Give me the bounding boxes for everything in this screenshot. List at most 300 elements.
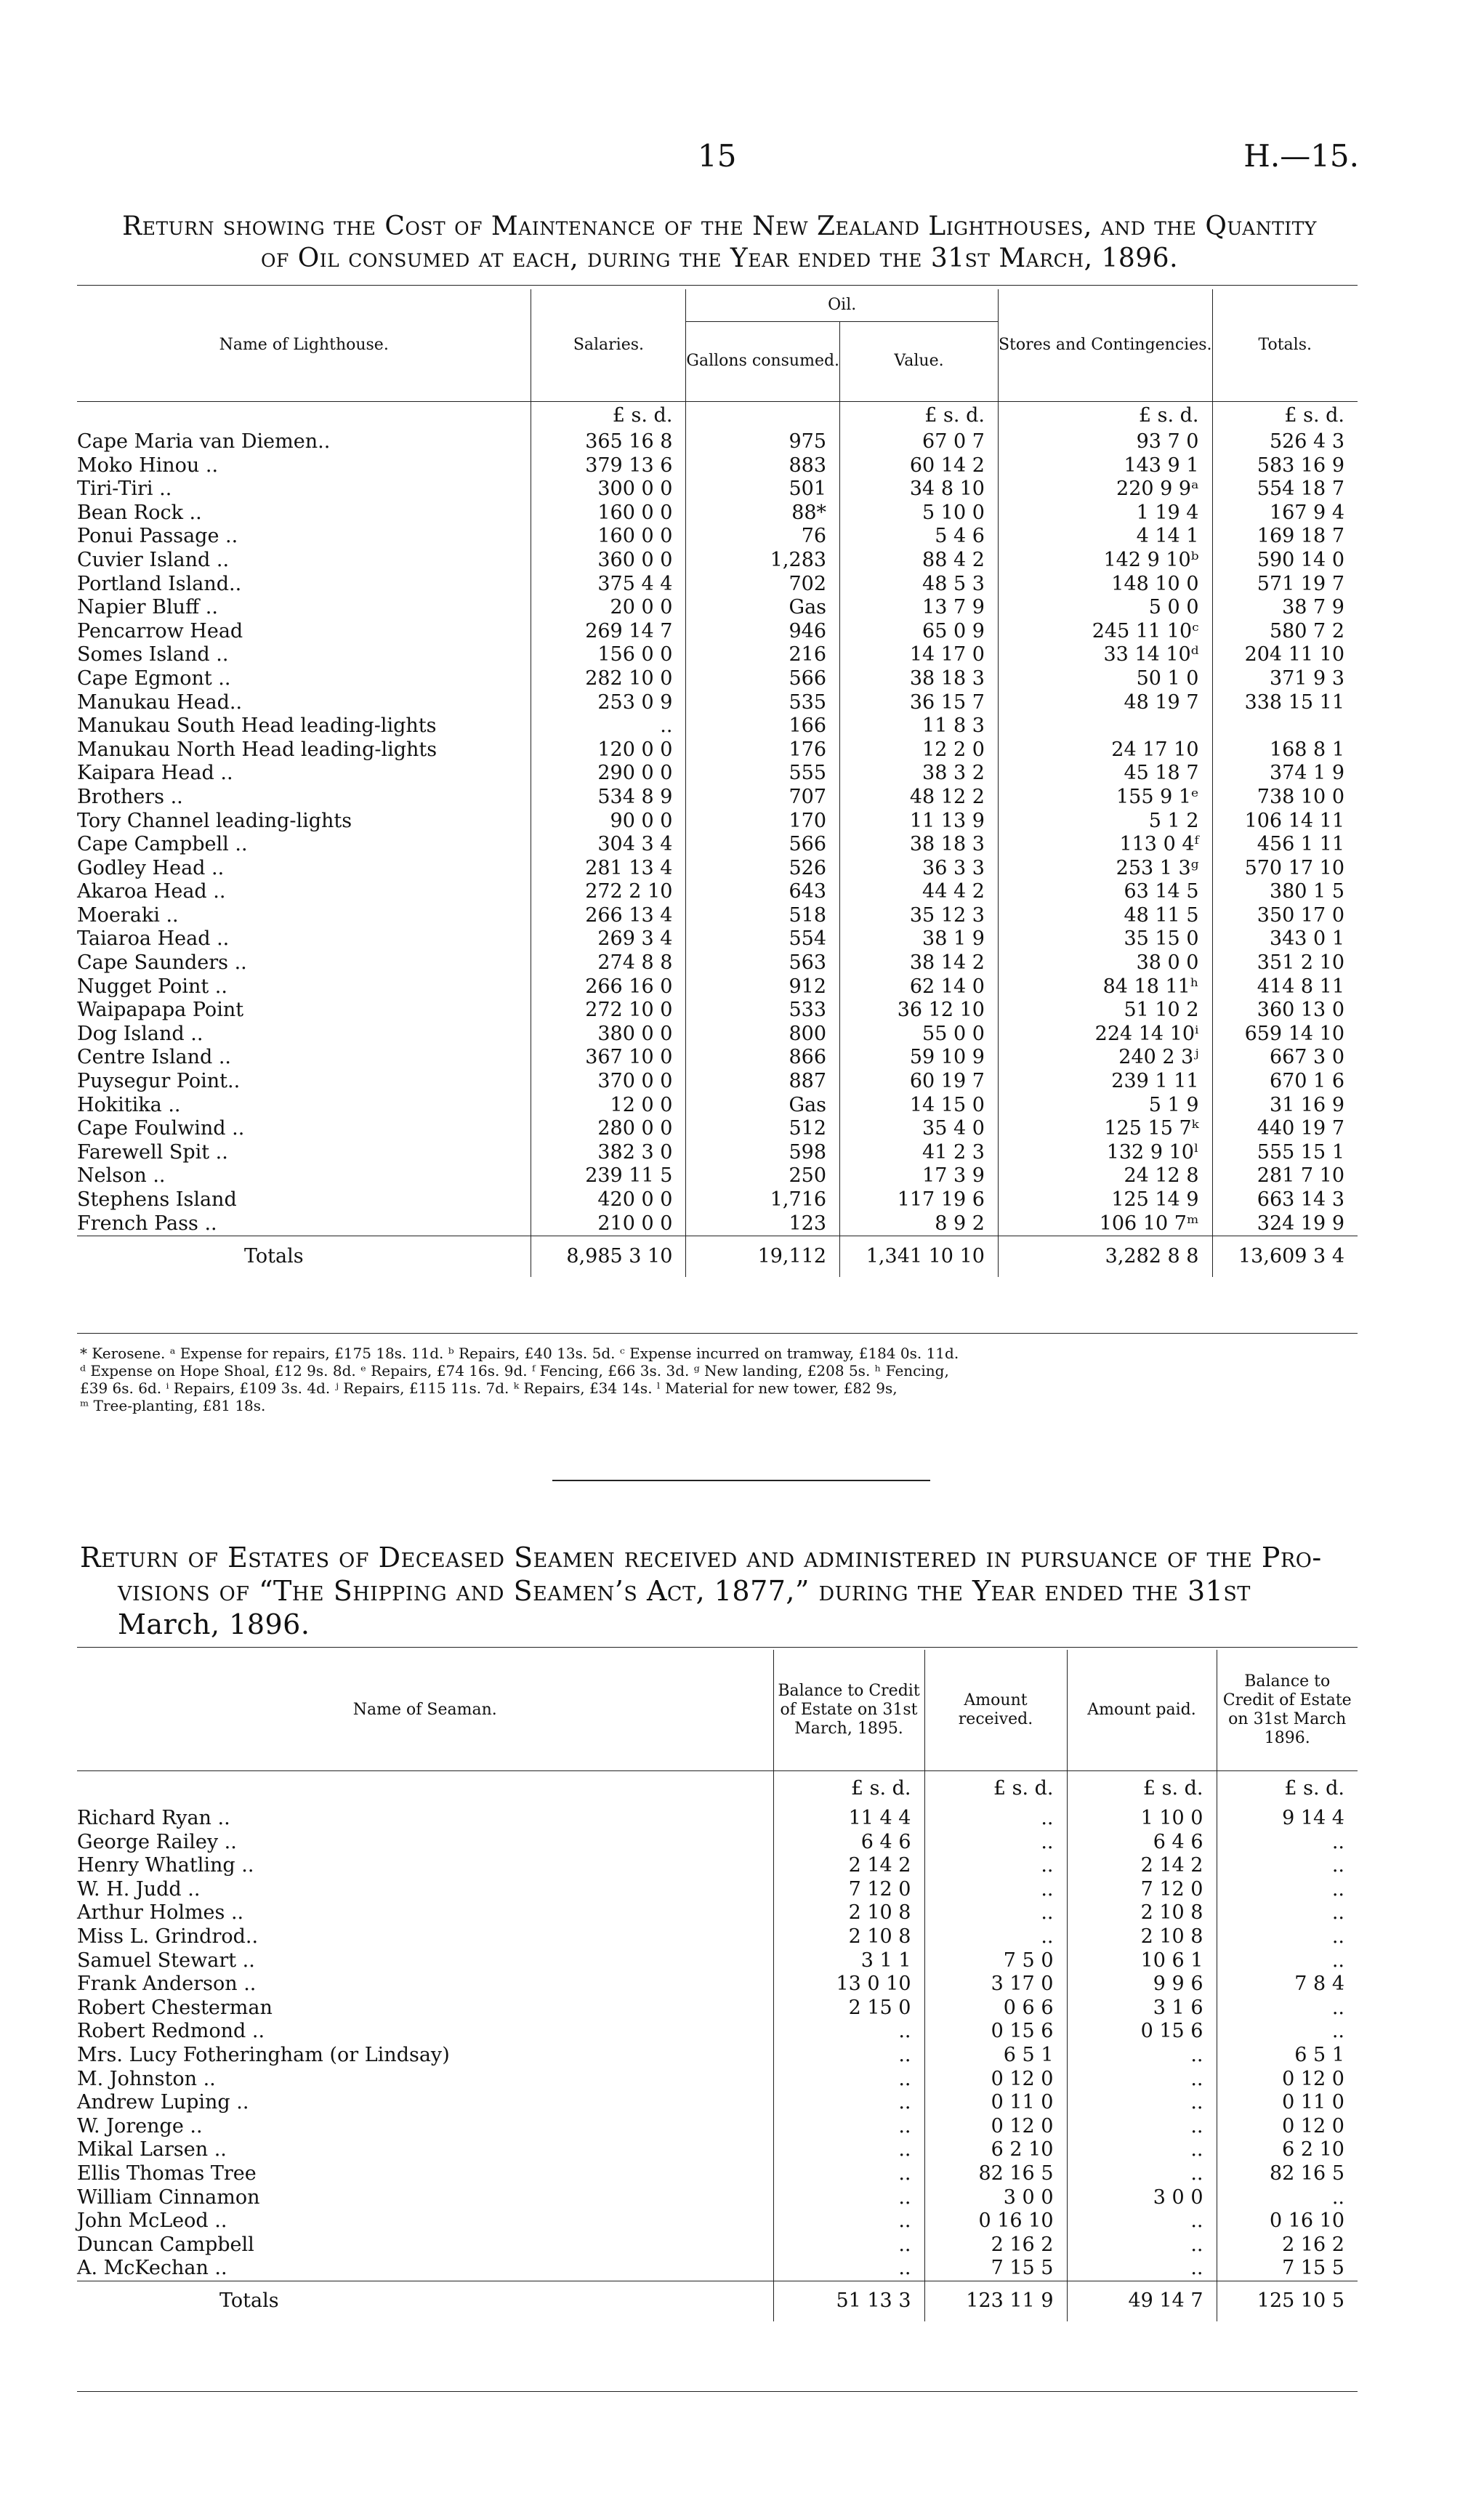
lighthouse-row-cell: 946 [686, 620, 840, 644]
lighthouse-row-cell: 570 17 10 [1212, 857, 1358, 881]
seaman-row-cell: 2 14 2 [773, 1854, 924, 1878]
lighthouse-row-cell: 4 14 1 [998, 525, 1212, 549]
lighthouse-row-cell: .. [531, 714, 686, 738]
section-divider [552, 1480, 930, 1481]
lighthouse-row-cell: 380 1 5 [1212, 880, 1358, 904]
seaman-row-cell: 82 16 5 [924, 2162, 1067, 2186]
seaman-row-cell: 7 12 0 [773, 1878, 924, 1902]
lighthouse-row-cell: 60 14 2 [840, 454, 999, 478]
lighthouse-row-cell: 45 18 7 [998, 762, 1212, 786]
seaman-row [77, 2044, 1358, 2068]
lighthouse-row-name: Moko Hinou .. [77, 454, 219, 477]
lighthouse-row-cell: 253 0 9 [531, 691, 686, 715]
lighthouse-row-cell: 707 [686, 786, 840, 810]
lighthouse-row [77, 501, 1358, 525]
totals-value: 1,341 10 10 [840, 1236, 999, 1277]
seaman-row-cell: .. [924, 1901, 1067, 1925]
col-header-gallons: Gallons consumed. [686, 321, 840, 401]
lighthouse-row [77, 762, 1358, 786]
document-reference: H.—15. [1243, 138, 1359, 174]
lighthouse-row-cell: 34 8 10 [840, 478, 999, 501]
lighthouse-row-cell: 38 3 2 [840, 762, 999, 786]
seaman-row-cell: 2 10 8 [1067, 1901, 1217, 1925]
lighthouse-row-name: Stephens Island [77, 1188, 237, 1211]
lighthouse-row-cell: 338 15 11 [1212, 691, 1358, 715]
lighthouse-row [77, 1023, 1358, 1047]
lighthouse-row-cell: 24 12 8 [998, 1164, 1212, 1188]
lighthouse-row-name: Tory Channel leading-lights [77, 809, 352, 832]
seaman-row-cell: 7 15 5 [924, 2257, 1067, 2281]
lighthouse-row [77, 573, 1358, 597]
lighthouse-table [77, 289, 1358, 1277]
lighthouse-row-cell: 132 9 10ˡ [998, 1141, 1212, 1165]
seaman-row-cell: .. [773, 2115, 924, 2139]
seaman-row-cell: 2 16 2 [924, 2233, 1067, 2257]
seaman-row-cell: .. [1067, 2233, 1217, 2257]
lighthouse-row-cell: 38 1 9 [840, 927, 999, 951]
lighthouse-row-cell: 800 [686, 1023, 840, 1047]
lighthouse-row-cell: 269 3 4 [531, 927, 686, 951]
table-bottom-rule [77, 1333, 1358, 1334]
lighthouse-row-cell: 360 13 0 [1212, 999, 1358, 1023]
lighthouse-row-name: French Pass .. [77, 1212, 217, 1235]
seaman-row-cell: 9 9 6 [1067, 1973, 1217, 1997]
seaman-row-cell: 6 4 6 [1067, 1831, 1217, 1855]
seaman-row [77, 1831, 1358, 1855]
seaman-row-cell: .. [773, 2068, 924, 2092]
lighthouse-row [77, 478, 1358, 501]
lighthouse-row-cell: 38 14 2 [840, 951, 999, 975]
lighthouse-row-name: Cape Egmont .. [77, 666, 231, 690]
seaman-row-cell: 7 15 5 [1217, 2257, 1358, 2281]
lighthouse-row-cell: 580 7 2 [1212, 620, 1358, 644]
lighthouse-row-cell: 123 [686, 1212, 840, 1236]
seaman-row-cell: 2 15 0 [773, 1997, 924, 2020]
seaman-row-cell: .. [1217, 1997, 1358, 2020]
seamen-top-rule [77, 1647, 1358, 1648]
lighthouse-row-name: Napier Bluff .. [77, 596, 218, 619]
seaman-row-cell: 0 16 10 [924, 2209, 1067, 2233]
seamen-table [77, 1650, 1358, 2321]
lighthouse-row [77, 951, 1358, 975]
lighthouse-row-cell: 350 17 0 [1212, 904, 1358, 928]
lighthouse-row-cell: 272 10 0 [531, 999, 686, 1023]
lighthouse-row-cell: 1 19 4 [998, 501, 1212, 525]
seaman-row [77, 1973, 1358, 1997]
lighthouse-row-cell: 1,283 [686, 549, 840, 573]
lighthouse-row [77, 667, 1358, 691]
lighthouse-row-cell: 125 14 9 [998, 1188, 1212, 1212]
lighthouse-row-cell: 533 [686, 999, 840, 1023]
lighthouse-title-line2: of Oil consumed at each, during the Year ended the 31st March, 1896. [260, 243, 1179, 273]
seaman-row-cell: 3 17 0 [924, 1973, 1067, 1997]
seaman-row [77, 2233, 1358, 2257]
seaman-row-cell: .. [924, 1807, 1067, 1831]
lighthouse-row-cell: 280 0 0 [531, 1117, 686, 1141]
lighthouse-row-cell: 1,716 [686, 1188, 840, 1212]
lighthouse-row-cell: 38 0 0 [998, 951, 1212, 975]
lighthouse-row-cell: 48 5 3 [840, 573, 999, 597]
seaman-row-cell: 0 12 0 [924, 2068, 1067, 2092]
seaman-row-cell: .. [1217, 1878, 1358, 1902]
lighthouse-row-cell: 253 1 3ᵍ [998, 857, 1212, 881]
lighthouse-row-cell: 269 14 7 [531, 620, 686, 644]
lighthouse-row [77, 975, 1358, 999]
seaman-row [77, 2209, 1358, 2233]
seamen-totals-balance-1896: 125 10 5 [1217, 2281, 1358, 2321]
totals-stores: 3,282 8 8 [998, 1236, 1212, 1277]
lighthouse-row-cell: 216 [686, 643, 840, 667]
lighthouse-row [77, 525, 1358, 549]
footnotes [80, 1345, 1359, 1414]
lighthouse-row-cell: 120 0 0 [531, 738, 686, 762]
seaman-row-cell: 2 10 8 [1067, 1925, 1217, 1949]
lighthouse-row-cell: 566 [686, 833, 840, 857]
seaman-row-name: Mikal Larsen .. [77, 2138, 227, 2161]
seaman-row [77, 1901, 1358, 1925]
lighthouse-row-cell: 67 0 7 [840, 430, 999, 454]
lighthouse-row-cell: 518 [686, 904, 840, 928]
seamen-col-balance-1895: Balance to Credit of Estate on 31st March, 1895. [773, 1650, 924, 1770]
lighthouse-row-cell: 590 14 0 [1212, 549, 1358, 573]
lighthouse-row-cell: 598 [686, 1141, 840, 1165]
seaman-row-name: Miss L. Grindrod.. [77, 1925, 259, 1948]
lighthouse-row-cell: 456 1 11 [1212, 833, 1358, 857]
seamen-totals-label: Totals [219, 2289, 279, 2313]
lighthouse-row-cell: 35 15 0 [998, 927, 1212, 951]
lighthouse-row [77, 833, 1358, 857]
seaman-row-cell: 7 12 0 [1067, 1878, 1217, 1902]
lighthouse-row-cell: 51 10 2 [998, 999, 1212, 1023]
lighthouse-row-cell: 14 15 0 [840, 1094, 999, 1118]
seaman-row-cell: 0 15 6 [924, 2020, 1067, 2044]
lighthouse-row [77, 1188, 1358, 1212]
lighthouse-row-cell: 379 13 6 [531, 454, 686, 478]
seaman-row-cell: .. [1217, 2020, 1358, 2044]
seaman-row-cell: 2 10 8 [773, 1925, 924, 1949]
lighthouse-title-line1: Return showing the Cost of Maintenance of the New Zealand Lighthouses, and the Quantity [122, 211, 1317, 241]
lighthouse-row-cell: 24 17 10 [998, 738, 1212, 762]
lighthouse-row-cell: 48 12 2 [840, 786, 999, 810]
totals-salaries: 8,985 3 10 [531, 1236, 686, 1277]
seamen-col-paid: Amount paid. [1067, 1650, 1217, 1770]
seaman-row-name: Robert Redmond .. [77, 2020, 265, 2043]
lighthouse-row [77, 691, 1358, 715]
lighthouse-row-cell: 176 [686, 738, 840, 762]
lighthouse-row-cell: 555 [686, 762, 840, 786]
seaman-row [77, 1854, 1358, 1878]
lighthouse-row-name: Puysegur Point.. [77, 1070, 241, 1093]
lighthouse-row-name: Hokitika .. [77, 1093, 181, 1116]
seaman-row-name: W. H. Judd .. [77, 1877, 201, 1901]
seaman-row [77, 2186, 1358, 2210]
col-header-oil: Oil. [686, 289, 999, 321]
seaman-row-name: Samuel Stewart .. [77, 1949, 255, 1972]
lighthouse-row-cell: 5 0 0 [998, 596, 1212, 620]
lighthouse-row-cell: 663 14 3 [1212, 1188, 1358, 1212]
lighthouse-row-cell: 38 18 3 [840, 667, 999, 691]
lighthouse-row-cell: 304 3 4 [531, 833, 686, 857]
lighthouse-row-cell: 975 [686, 430, 840, 454]
units-value: £ s. d. [840, 401, 999, 430]
lighthouse-row-name: Nelson .. [77, 1164, 166, 1188]
lighthouse-row-cell: 266 16 0 [531, 975, 686, 999]
lighthouse-row [77, 880, 1358, 904]
lighthouse-row [77, 1046, 1358, 1070]
lighthouse-row-cell: 155 9 1ᵉ [998, 786, 1212, 810]
lighthouse-row-cell: 36 15 7 [840, 691, 999, 715]
seamen-col-received: Amount received. [924, 1650, 1067, 1770]
lighthouse-row-cell: 220 9 9ᵃ [998, 478, 1212, 501]
seaman-row-name: W. Jorenge .. [77, 2114, 203, 2138]
seaman-row-cell: .. [773, 2138, 924, 2162]
seaman-row-cell: 0 11 0 [1217, 2091, 1358, 2115]
units-stores: £ s. d. [998, 401, 1212, 430]
lighthouse-row-cell: 420 0 0 [531, 1188, 686, 1212]
lighthouse-row [77, 430, 1358, 454]
seaman-row-cell: 1 10 0 [1067, 1807, 1217, 1831]
lighthouse-row-cell: 659 14 10 [1212, 1023, 1358, 1047]
seamen-bottom-rule [77, 2391, 1358, 2392]
lighthouse-row-cell: 76 [686, 525, 840, 549]
seaman-row-cell: .. [1067, 2115, 1217, 2139]
lighthouse-row-cell: 31 16 9 [1212, 1094, 1358, 1118]
lighthouse-row [77, 999, 1358, 1023]
page-number: 15 [698, 138, 737, 174]
lighthouse-row [77, 596, 1358, 620]
lighthouse-row-name: Pencarrow Head [77, 619, 243, 642]
seaman-row-cell: .. [924, 1878, 1067, 1902]
seaman-row [77, 1807, 1358, 1831]
lighthouse-row-cell: 266 13 4 [531, 904, 686, 928]
lighthouse-row-name: Tiri-Tiri .. [77, 478, 172, 501]
lighthouse-row-cell: Gas [686, 1094, 840, 1118]
lighthouse-row-cell: 63 14 5 [998, 880, 1212, 904]
lighthouse-row-cell: 142 9 10ᵇ [998, 549, 1212, 573]
lighthouse-row-cell: 883 [686, 454, 840, 478]
seamen-col-balance-1896: Balance to Credit of Estate on 31st March 1896. [1217, 1650, 1358, 1770]
seaman-row-cell: .. [1067, 2091, 1217, 2115]
seaman-row-cell: .. [773, 2257, 924, 2281]
lighthouse-row-name: Ponui Passage .. [77, 525, 238, 548]
lighthouse-row [77, 738, 1358, 762]
seaman-row-name: Duncan Campbell [77, 2233, 254, 2256]
seaman-row-cell: .. [773, 2020, 924, 2044]
lighthouse-row-name: Moeraki .. [77, 903, 179, 927]
lighthouse-row-cell: 887 [686, 1070, 840, 1094]
lighthouse-row-cell: 281 13 4 [531, 857, 686, 881]
lighthouse-row-cell: 148 10 0 [998, 573, 1212, 597]
seaman-row-cell: 11 4 4 [773, 1807, 924, 1831]
lighthouse-row-cell: 554 [686, 927, 840, 951]
seaman-row [77, 2068, 1358, 2092]
seaman-row-cell: 3 1 6 [1067, 1997, 1217, 2020]
lighthouse-row-name: Cape Campbell .. [77, 833, 248, 856]
lighthouse-row-cell: 738 10 0 [1212, 786, 1358, 810]
seaman-row [77, 1878, 1358, 1902]
lighthouse-row-cell: 204 11 10 [1212, 643, 1358, 667]
seamen-units-received: £ s. d. [924, 1770, 1067, 1807]
lighthouse-row-cell: 166 [686, 714, 840, 738]
lighthouse-row-name: Bean Rock .. [77, 501, 202, 524]
seaman-row [77, 2162, 1358, 2186]
lighthouse-row-cell: 440 19 7 [1212, 1117, 1358, 1141]
lighthouse-row-cell: 38 7 9 [1212, 596, 1358, 620]
seaman-row-cell: 3 0 0 [924, 2186, 1067, 2210]
seaman-row-cell: .. [1217, 1949, 1358, 1973]
seaman-row-cell: .. [924, 1925, 1067, 1949]
lighthouse-row-cell: 534 8 9 [531, 786, 686, 810]
seamen-totals-received: 123 11 9 [924, 2281, 1067, 2321]
lighthouse-row-name: Somes Island .. [77, 643, 229, 666]
seaman-row-cell: .. [773, 2233, 924, 2257]
lighthouse-row-cell: 643 [686, 880, 840, 904]
lighthouse-row-cell: 555 15 1 [1212, 1141, 1358, 1165]
lighthouse-row-cell: 343 0 1 [1212, 927, 1358, 951]
lighthouse-row-cell: 414 8 11 [1212, 975, 1358, 999]
lighthouse-row-cell: 14 17 0 [840, 643, 999, 667]
seaman-row-name: Ellis Thomas Tree [77, 2161, 257, 2185]
lighthouse-row-cell: 371 9 3 [1212, 667, 1358, 691]
lighthouse-row-cell: 12 0 0 [531, 1094, 686, 1118]
totals-label: Totals [244, 1244, 304, 1268]
lighthouse-row [77, 1117, 1358, 1141]
seaman-row [77, 1997, 1358, 2020]
lighthouse-row-cell: 245 11 10ᶜ [998, 620, 1212, 644]
lighthouse-row-cell: 170 [686, 810, 840, 834]
lighthouse-row-name: Dog Island .. [77, 1022, 203, 1045]
seamen-col-name: Name of Seaman. [352, 1700, 497, 1719]
seaman-row [77, 2020, 1358, 2044]
lighthouse-row-name: Cape Maria van Diemen.. [77, 430, 331, 453]
lighthouse-row-cell: 210 0 0 [531, 1212, 686, 1236]
lighthouse-row-cell: 535 [686, 691, 840, 715]
lighthouse-row-name: Portland Island.. [77, 572, 242, 595]
seaman-row-name: Andrew Luping .. [77, 2091, 249, 2114]
seaman-row [77, 1949, 1358, 1973]
seaman-row-cell: 7 8 4 [1217, 1973, 1358, 1997]
lighthouse-row-name: Nugget Point .. [77, 975, 227, 998]
lighthouse-row-cell: 526 4 3 [1212, 430, 1358, 454]
lighthouse-row-name: Brothers .. [77, 785, 183, 808]
lighthouse-row-cell: 20 0 0 [531, 596, 686, 620]
lighthouse-row-cell: 41 2 3 [840, 1141, 999, 1165]
seaman-row-cell: .. [1217, 1831, 1358, 1855]
lighthouse-row-cell: 912 [686, 975, 840, 999]
lighthouse-row [77, 714, 1358, 738]
lighthouse-row-cell: 143 9 1 [998, 454, 1212, 478]
lighthouse-row-cell: 48 11 5 [998, 904, 1212, 928]
lighthouse-row-cell: 374 1 9 [1212, 762, 1358, 786]
seaman-row-name: M. Johnston .. [77, 2067, 216, 2090]
lighthouse-row-cell: 106 10 7ᵐ [998, 1212, 1212, 1236]
lighthouse-row [77, 1070, 1358, 1094]
seaman-row [77, 2138, 1358, 2162]
lighthouse-row-cell: 59 10 9 [840, 1046, 999, 1070]
seaman-row-name: Arthur Holmes .. [77, 1901, 244, 1925]
seaman-row-cell: 10 6 1 [1067, 1949, 1217, 1973]
lighthouse-row [77, 904, 1358, 928]
lighthouse-row-cell: 125 15 7ᵏ [998, 1117, 1212, 1141]
seaman-row-cell: .. [1067, 2068, 1217, 2092]
totals-gallons: 19,112 [686, 1236, 840, 1277]
seaman-row-cell: 0 12 0 [1217, 2115, 1358, 2139]
lighthouse-row-name: Cape Foulwind .. [77, 1117, 245, 1140]
lighthouse-row [77, 857, 1358, 881]
seaman-row-cell: 0 6 6 [924, 1997, 1067, 2020]
lighthouse-row-cell: 702 [686, 573, 840, 597]
lighthouse-row-cell: 169 18 7 [1212, 525, 1358, 549]
seaman-row-cell: 3 1 1 [773, 1949, 924, 1973]
lighthouse-row-cell: 670 1 6 [1212, 1070, 1358, 1094]
lighthouse-row-cell: 168 8 1 [1212, 738, 1358, 762]
lighthouse-row-cell: 240 2 3ʲ [998, 1046, 1212, 1070]
lighthouse-row [77, 620, 1358, 644]
lighthouse-row-cell: 113 0 4ᶠ [998, 833, 1212, 857]
lighthouse-row-cell: 365 16 8 [531, 430, 686, 454]
lighthouse-row-cell: 5 1 9 [998, 1094, 1212, 1118]
seaman-row-name: John McLeod .. [77, 2209, 227, 2233]
seaman-row-cell: 0 11 0 [924, 2091, 1067, 2115]
lighthouse-row-cell: 554 18 7 [1212, 478, 1358, 501]
seaman-row-cell: .. [1217, 2186, 1358, 2210]
seaman-row-cell: .. [1217, 1925, 1358, 1949]
seamen-title-line1: Return of Estates of Deceased Seamen received and administered in pursuance of the Pro- [80, 1542, 1322, 1574]
lighthouse-row-name: Akaroa Head .. [77, 880, 226, 903]
table-top-rule [77, 285, 1358, 286]
lighthouse-row-cell: 8 9 2 [840, 1212, 999, 1236]
seaman-row-cell: .. [924, 1854, 1067, 1878]
lighthouse-row-cell: 351 2 10 [1212, 951, 1358, 975]
footnote-line1: * Kerosene. ᵃ Expense for repairs, £175 18s. 11d. ᵇ Repairs, £40 13s. 5d. ᶜ Expense incurred on tramway, £184 0s. 11d. [80, 1345, 959, 1362]
lighthouse-row-cell: 250 [686, 1164, 840, 1188]
lighthouse-row [77, 643, 1358, 667]
lighthouse-row-name: Centre Island .. [77, 1046, 232, 1069]
lighthouse-row-name: Manukau South Head leading-lights [77, 714, 437, 738]
lighthouse-row-name: Taiaroa Head .. [77, 927, 230, 951]
lighthouse-row-cell [1212, 714, 1358, 738]
lighthouse-row-cell [998, 714, 1212, 738]
lighthouse-row-cell: 239 11 5 [531, 1164, 686, 1188]
seaman-row-cell: .. [1067, 2138, 1217, 2162]
lighthouse-row-cell: 106 14 11 [1212, 810, 1358, 834]
units-salaries: £ s. d. [531, 401, 686, 430]
seaman-row-cell: .. [1217, 1854, 1358, 1878]
seaman-row-cell: 2 10 8 [773, 1901, 924, 1925]
lighthouse-row-cell: 35 4 0 [840, 1117, 999, 1141]
lighthouse-row-cell: 282 10 0 [531, 667, 686, 691]
seaman-row-cell: .. [1217, 1901, 1358, 1925]
lighthouse-row [77, 549, 1358, 573]
seaman-row-name: William Cinnamon [77, 2185, 260, 2209]
lighthouse-row-cell: 11 13 9 [840, 810, 999, 834]
lighthouse-row-name: Waipapapa Point [77, 999, 244, 1022]
lighthouse-row-cell: 48 19 7 [998, 691, 1212, 715]
seaman-row-name: Frank Anderson .. [77, 1973, 257, 1996]
lighthouse-row-name: Farewell Spit .. [77, 1140, 228, 1164]
lighthouse-row-cell: 160 0 0 [531, 525, 686, 549]
lighthouse-row-cell: 62 14 0 [840, 975, 999, 999]
lighthouse-row-cell: 88* [686, 501, 840, 525]
seaman-row [77, 1925, 1358, 1949]
lighthouse-row [77, 1094, 1358, 1118]
lighthouse-row-cell: 90 0 0 [531, 810, 686, 834]
lighthouse-row-cell: 17 3 9 [840, 1164, 999, 1188]
lighthouse-row-cell: 36 12 10 [840, 999, 999, 1023]
seaman-row-cell: 6 4 6 [773, 1831, 924, 1855]
seaman-row-cell: .. [924, 1831, 1067, 1855]
footnote-line3: £39 6s. 6d. ⁱ Repairs, £109 3s. 4d. ʲ Repairs, £115 11s. 7d. ᵏ Repairs, £34 14s. ˡ Material for new tower, £82 9s, [80, 1379, 898, 1397]
